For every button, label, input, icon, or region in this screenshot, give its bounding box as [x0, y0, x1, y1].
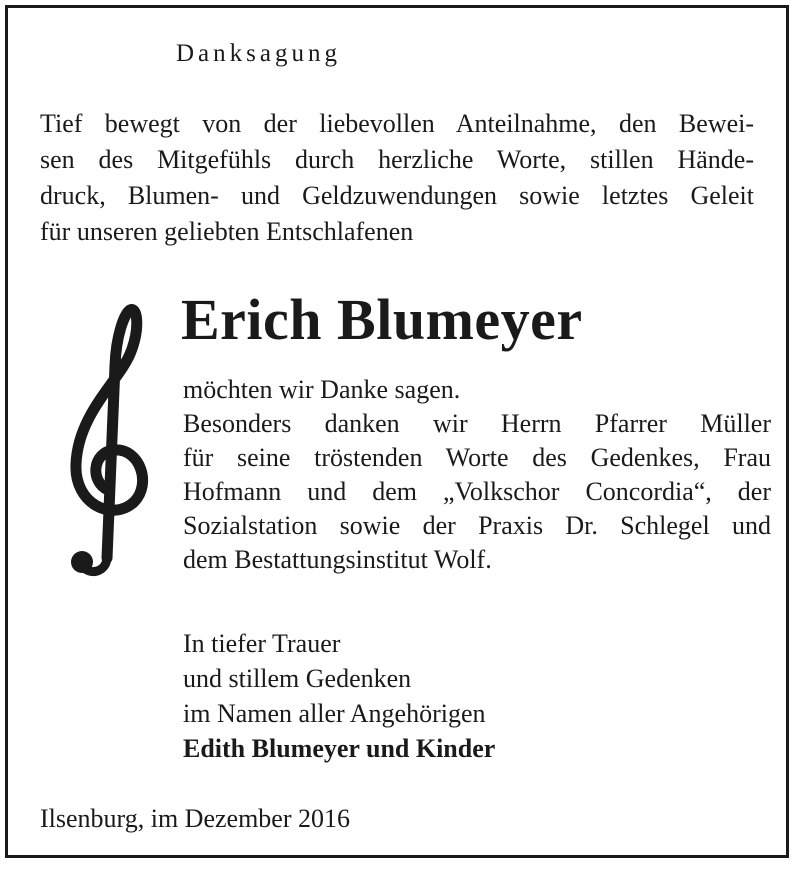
closing-line: In tiefer Trauer [183, 629, 341, 658]
place-date: Ilsenburg, im Dezember 2016 [40, 804, 350, 833]
notice-title: Danksagung [176, 40, 341, 67]
closing-line: und stillem Gedenken [183, 664, 412, 693]
thanks-line: dem Bestattungsinstitut Wolf. [183, 545, 492, 574]
thanks-line: Sozialstation sowie der Praxis Dr. Schlegel und [183, 511, 771, 540]
thanks-line: Hofmann und dem „Volkschor Concordia“, der [183, 477, 771, 506]
intro-line: druck, Blumen- und Geldzuwendungen sowie letztes Geleit [40, 181, 754, 210]
thanks-line: für seine tröstenden Worte des Gedenkes, Frau [183, 443, 771, 472]
closing-line: im Namen aller Angehörigen [183, 699, 486, 728]
thanks-line: Besonders danken wir Herrn Pfarrer Müller [183, 409, 771, 438]
intro-line: sen des Mitgefühls durch herzliche Worte, stillen Hände- [40, 145, 754, 174]
signature: Edith Blumeyer und Kinder [183, 734, 496, 763]
thanks-line: möchten wir Danke sagen. [183, 375, 461, 404]
obituary-notice [5, 5, 789, 858]
thanks-paragraph [183, 373, 771, 577]
intro-line: Tief bewegt von der liebevollen Anteilnahme, den Bewei- [40, 109, 754, 138]
treble-clef-icon [52, 296, 162, 586]
deceased-name: Erich Blumeyer [181, 287, 583, 352]
intro-paragraph [40, 106, 754, 250]
intro-line: für unseren geliebten Entschlafenen [40, 217, 414, 246]
closing-block [183, 626, 743, 766]
